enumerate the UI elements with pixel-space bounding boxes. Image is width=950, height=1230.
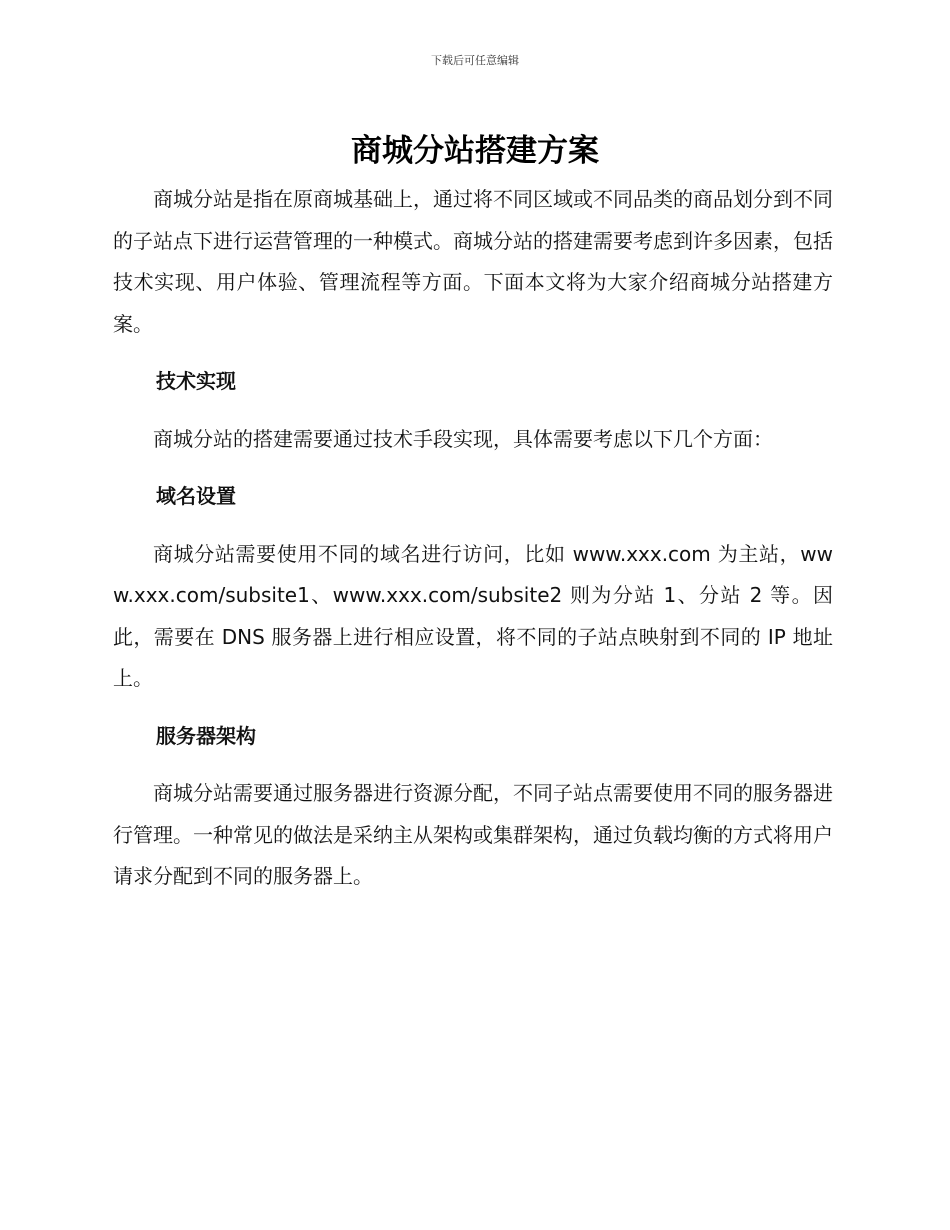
page-header: 下载后可任意编辑 xyxy=(431,54,519,67)
section-heading-server: 服务器架构 xyxy=(156,723,256,748)
section-heading-domain: 域名设置 xyxy=(156,484,236,508)
section-text-server: 商城分站需要通过服务器进行资源分配，不同子站点需要使用不同的服务器进行管理。一种常见的做法是采纳主从架构或集群架构，通过负载均衡的方式将用户请求分配到不同的服务器上。 xyxy=(113,781,833,888)
section-text-domain: 商城分站需要使用不同的域名进行访问，比如 www.xxx.com 为主站，www.xxx.com/subsite1、www.xxx.com/subsite2 则为分站 1、分站 2 等。因此，需要在 DNS 服务器上进行相应设置，将不同的子站点映射到不同的 IP 地址上。 xyxy=(113,541,833,690)
document-title: 商城分站搭建方案 xyxy=(351,133,599,169)
spacer xyxy=(113,345,833,361)
spacer xyxy=(113,757,833,773)
section-heading-tech: 技术实现 xyxy=(156,369,236,393)
intro-paragraph: 商城分站是指在原商城基础上，通过将不同区域或不同品类的商品划分到不同的子站点下进行运营管理的一种模式。商城分站的搭建需要考虑到许多因素，包括技术实现、用户体验、管理流程等方面。下面本文将为大家介绍商城分站搭建方案。 xyxy=(113,187,833,336)
spacer xyxy=(113,460,833,476)
spacer xyxy=(113,518,833,534)
section-text-tech: 商城分站的搭建需要通过技术手段实现，具体需要考虑以下几个方面： xyxy=(153,426,773,451)
spacer xyxy=(113,700,833,716)
spacer xyxy=(113,403,833,419)
document-body xyxy=(113,179,833,898)
